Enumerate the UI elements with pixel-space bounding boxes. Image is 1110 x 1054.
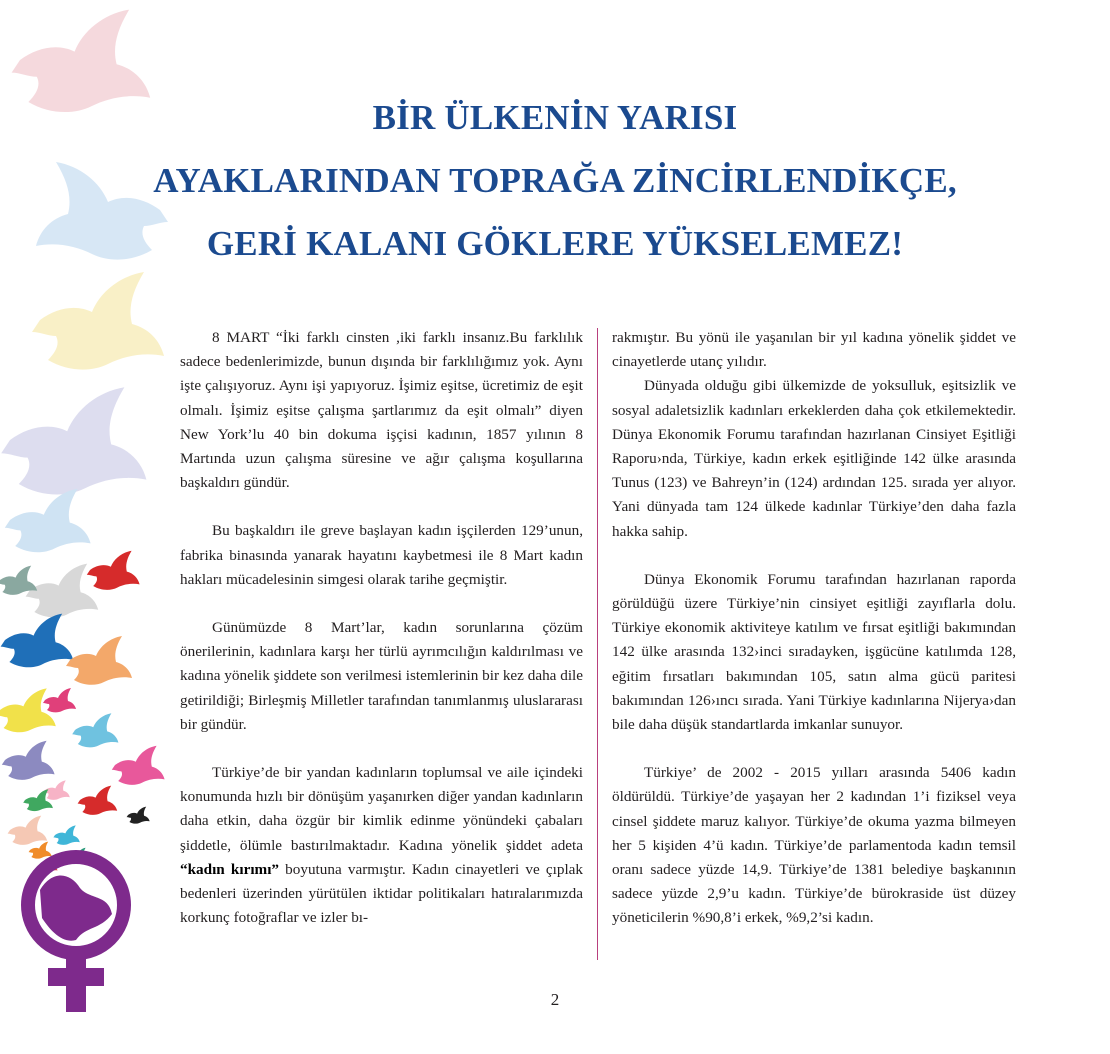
dove-icon bbox=[87, 551, 140, 590]
dove-icon bbox=[43, 688, 76, 712]
page-title bbox=[140, 86, 970, 275]
dove-icon bbox=[32, 272, 164, 370]
column-divider bbox=[597, 328, 598, 960]
paragraph-text: Türkiye’de bir yandan kadınların toplumsal ve aile içindeki konumunda hızlı bir dönüşüm yaşanırken diğer yandan kadınların daha etkin, daha özgür bir kimlik edinme yönündeki çabaları şiddetle, ölümle bastırılmaktadır. Kadına yönelik şiddet adeta bbox=[180, 764, 583, 854]
dove-icon bbox=[29, 842, 52, 859]
title-line: AYAKLARINDAN TOPRAĞA ZİNCİRLENDİKÇE, bbox=[153, 161, 957, 200]
venus-symbol-icon bbox=[28, 857, 124, 1012]
dove-icon bbox=[5, 489, 91, 552]
paragraph: Türkiye’ de 2002 - 2015 yılları arasında 5406 kadın öldürüldü. Türkiye’de yaşayan her 2 kadından 1’i fiziksel veya cinsel şiddete maruz kalıyor. Türkiye’de okuma yazma bilmeyen her 5 kişiden 4’ü kadın. Türkiye’de parlamentoda kadın temsil oranı sadece yüzde 14,9. Türkiye’de 1381 belediye başkanının sadece yüzde 2,9’u kadın. Türkiye’de bürokraside üst düzey yöneticilerin %90,8’i erkek, %9,2’si kadın. bbox=[612, 764, 1016, 927]
paragraph: rakmıştır. Bu yönü ile yaşanılan bir yıl kadına yönelik şiddet ve cinayetlerde utanç yılıdır. bbox=[612, 329, 1016, 371]
dove-icon bbox=[2, 741, 55, 780]
right-column bbox=[612, 326, 1016, 931]
dove-icon bbox=[112, 746, 165, 785]
dove-icon bbox=[8, 816, 48, 845]
dove-icon bbox=[1, 614, 74, 668]
dove-icon bbox=[127, 807, 150, 824]
paragraph-text: boyutuna varmıştır. Kadın cinayetleri ve çıplak bedenleri üzerinden yürütülen iktidar politikaları hatıralarımızda korkunç fotoğraflar ve izler bı- bbox=[180, 860, 583, 927]
dove-icon bbox=[12, 10, 151, 112]
title-line: BİR ÜLKENİN YARISI bbox=[372, 98, 738, 137]
paragraph: Dünya Ekonomik Forumu tarafından hazırlanan raporda görüldüğü üzere Türkiye’nin cinsiyet eşitliği zayıflarla dolu. Türkiye ekonomik aktiviteye katılım ve fırsat eşitliği bakımından 142 ülke arasında 132›inci sıradayken, işgücüne katılımda 128, eğitim fırsatları bakımından 105, satın alma gücü paritesi bakımından 126›ıncı sırada. Yani Türkiye kadınlarına Nijerya›dan bile daha düşük standartlarda imkanlar sunuyor. bbox=[612, 570, 1016, 734]
dove-icon bbox=[72, 713, 118, 747]
paragraph: Günümüzde 8 Mart’lar, kadın sorunlarına çözüm önerilerinin, kadınlara karşı her türlü ayrımcılığın kaldırılması ve kadına yönelik şiddete son verilmesi istemlerinin bir kez daha dile getirildiği; Birleşmiş Milletler tarafından tanımlanmış uluslararası bir gündür. bbox=[180, 619, 583, 733]
dove-icon bbox=[0, 688, 56, 732]
page-number: 2 bbox=[550, 990, 560, 1009]
dove-icon bbox=[78, 786, 118, 815]
dove-icon bbox=[53, 825, 79, 845]
paragraph bbox=[180, 761, 583, 930]
left-column bbox=[180, 326, 583, 930]
dove-icon bbox=[1, 387, 146, 494]
emphasis-text: “kadın kırımı” bbox=[180, 860, 280, 878]
paragraph: 8 MART “İki farklı cinsten ,iki farklı insanız.Bu farklılık sadece bedenlerimizde, bunun dışında bir farklılığımız yok. Aynı işte çalışıyoruz. Aynı işi yapıyoruz. İşimiz eşitse, ücretimiz de eşit olmalı. İşimiz eşitse çalışma şartlarımız da eşit olmalı” diyen New York’lu 40 bin dokuma işçisi kadının, 1857 yılının 8 Martında uzun çalışma süresine ve ağır çalışma koşullarına başkaldırı gündür. bbox=[180, 329, 583, 492]
title-line: GERİ KALANI GÖKLERE YÜKSELEMEZ! bbox=[206, 224, 904, 263]
paragraph: Bu başkaldırı ile greve başlayan kadın işçilerden 129’unun, fabrika binasında yanarak hayatını kaybetmesi ile 8 Mart kadın hakları mücadelesinin simgesi olarak tarihe geçmiştir. bbox=[180, 522, 583, 588]
paragraph: Dünyada olduğu gibi ülkemizde de yoksulluk, eşitsizlik ve sosyal adaletsizlik kadınları erkeklerden daha çok etkilemektedir. Dünya Ekonomik Forumu tarafından hazırlanan Cinsiyet Eşitliği Raporu›nda, Türkiye, kadın erkek eşitliğinde 142 ülke arasında Tunus (123) ve Bahreyn’in (124) ardından 125. sırada yer alıyor. Yani dünyada tam 124 ülkede kadınlar Türkiye’den daha fazla hakka sahip. bbox=[612, 377, 1016, 540]
dove-icon bbox=[66, 636, 132, 685]
